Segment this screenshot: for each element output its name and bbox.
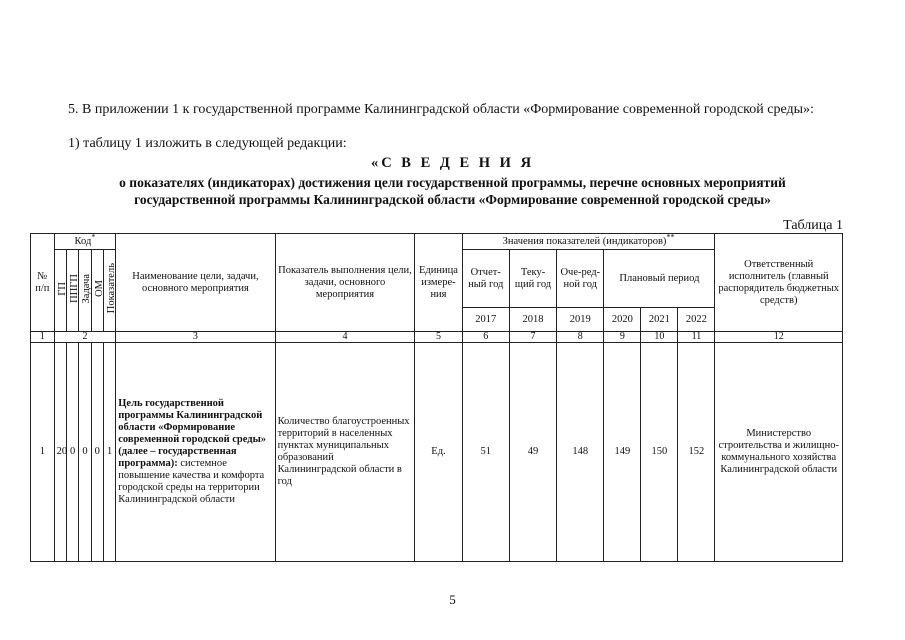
header-code-indicator	[103, 250, 115, 332]
header-year-2022: 2022	[678, 308, 715, 332]
row-code-indicator: 1	[103, 343, 115, 562]
col-number: 11	[678, 332, 715, 343]
col-number: 8	[557, 332, 604, 343]
header-code	[54, 234, 116, 250]
row-value-2018: 49	[509, 343, 556, 562]
table-label: Таблица 1	[783, 218, 843, 233]
document-title: «С В Е Д Е Н И Я	[370, 155, 535, 171]
header-plan-period: Плановый период	[604, 250, 715, 308]
header-year-2020: 2020	[604, 308, 641, 332]
page-number: 5	[449, 592, 456, 607]
header-code-footnote: *	[91, 232, 96, 241]
indicators-table	[30, 233, 843, 562]
col-number: 4	[275, 332, 415, 343]
col-number: 9	[604, 332, 641, 343]
header-code-gp-label: ГП	[56, 281, 68, 296]
header-values-label: Значения показателей (индикаторов)	[502, 235, 667, 247]
col-number: 12	[715, 332, 843, 343]
row-unit: Ед.	[415, 343, 462, 562]
header-values-footnote: **	[666, 232, 675, 241]
header-code-gp	[54, 250, 66, 332]
row-value-2020: 149	[604, 343, 641, 562]
row-code-task: 0	[79, 343, 91, 562]
row-value-2022: 152	[678, 343, 715, 562]
table-row	[31, 343, 843, 562]
col-number: 6	[462, 332, 509, 343]
header-next-year: Оче-ред-ной год	[557, 250, 604, 308]
row-responsible: Министерство строительства и жилищно-коммунального хозяйства Калининградской области	[715, 343, 843, 562]
header-year-2019: 2019	[557, 308, 604, 332]
intro-item: 1) таблицу 1 изложить в следующей редакции:	[68, 136, 347, 151]
header-indicator: Показатель выполнения цели, задачи, основного мероприятия	[275, 234, 415, 332]
header-code-task	[79, 250, 91, 332]
row-code-gp: 20	[54, 343, 66, 562]
col-number: 1	[31, 332, 55, 343]
header-code-om-label: ОМ	[93, 280, 105, 297]
header-year-2018: 2018	[509, 308, 556, 332]
row-indicator: Количество благоустроенных территорий в населенных пунктах муниципальных образований Калининградской области в год	[275, 343, 415, 562]
header-current-year: Теку-щий год	[509, 250, 556, 308]
col-number: 3	[116, 332, 275, 343]
row-name-bold: Цель государственной программы Калининградской области «Формирование современной городской среды» (далее – государственная программа):	[118, 398, 267, 469]
col-number: 5	[415, 332, 462, 343]
col-number: 2	[54, 332, 116, 343]
row-code-ppgp: 0	[66, 343, 78, 562]
row-value-2021: 150	[641, 343, 678, 562]
header-code-label: Код	[74, 235, 92, 247]
header-unit: Единица измере-ния	[415, 234, 462, 332]
header-year-2017: 2017	[462, 308, 509, 332]
row-name	[116, 343, 275, 562]
header-year-2021: 2021	[641, 308, 678, 332]
col-number: 7	[509, 332, 556, 343]
column-numbers-row	[31, 332, 843, 343]
header-num: № п/п	[31, 234, 55, 332]
header-code-ppgp	[66, 250, 78, 332]
header-name: Наименование цели, задачи, основного мероприятия	[116, 234, 275, 332]
header-code-task-label: Задача	[81, 273, 93, 304]
document-subtitle-line1: о показателях (индикаторах) достижения цели государственной программы, перечне основных мероприятий	[119, 175, 786, 190]
row-name-rest: системное повышение качества и комфорта городской среды на территории Калининградской области	[118, 458, 265, 505]
header-code-indicator-label: Показатель	[105, 263, 117, 314]
document-subtitle-line2: государственной программы Калининградской области «Формирование современной городской среды»	[134, 192, 771, 207]
intro-paragraph: 5. В приложении 1 к государственной программе Калининградской области «Формирование современной городской среды»:	[68, 102, 814, 117]
row-code-om: 0	[91, 343, 103, 562]
header-code-ppgp-label: ППГП	[68, 274, 80, 303]
header-responsible: Ответственный исполнитель (главный распорядитель бюджетных средств)	[715, 234, 843, 332]
row-value-2017: 51	[462, 343, 509, 562]
row-num: 1	[31, 343, 55, 562]
header-report-year: Отчет-ный год	[462, 250, 509, 308]
row-value-2019: 148	[557, 343, 604, 562]
header-values	[462, 234, 715, 250]
col-number: 10	[641, 332, 678, 343]
